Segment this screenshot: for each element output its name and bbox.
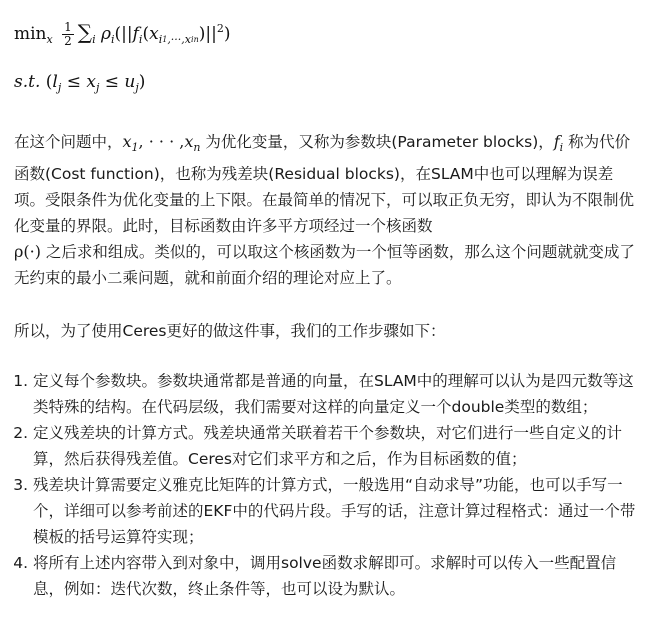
ellipsis: , · · · ,: [138, 132, 185, 151]
square-exponent: 2: [216, 22, 224, 35]
x-symbol: x: [122, 132, 132, 151]
x-subscript: i: [158, 33, 163, 46]
paragraph-text: 之后求和组成。类似的，可以取这个核函数为一个恒等函数，那么这个问题就就变成了无约束的最小二乘问题，就和前面介绍的理论对应上了。: [14, 243, 635, 287]
steps-list: [14, 368, 640, 602]
list-item: 3. 残差块计算需要定义雅克比矩阵的计算方式，一般选用“自动求导”功能，也可以手写一个，详细可以参考前述的EKF中的代码片段。手写的话，注意计算过程格式：通过一个带模板的括号运算符实现；: [33, 472, 640, 550]
x-symbol: x: [149, 24, 159, 44]
x-symbol: x: [184, 33, 192, 46]
le-symbol: ≤: [104, 72, 120, 92]
list-item: 4. 将所有上述内容带入到对象中，调用solve函数求解即可。求解时可以传入一些配置信息，例如：迭代次数，终止条件等，也可以设为默认。: [33, 550, 640, 602]
paragraph-text: 为优化变量，又称为参数块(Parameter blocks)，: [200, 133, 554, 151]
steps-intro: 所以，为了使用Ceres更好的做这件事，我们的工作步骤如下：: [14, 322, 446, 340]
sum-subscript: i: [92, 33, 96, 46]
x-subscript: i: [191, 35, 194, 44]
norm-close: ||: [205, 24, 217, 44]
explanation-paragraph: [14, 129, 640, 291]
f-subscript: i: [559, 141, 564, 154]
x-subscript: 1: [131, 141, 139, 154]
half-fraction: [62, 21, 74, 48]
le-symbol: ≤: [66, 72, 81, 92]
paren-close: ): [138, 72, 146, 92]
lower-bound-subscript: j: [57, 81, 62, 94]
x-symbol: x: [86, 72, 96, 92]
objective-formula: [14, 12, 640, 46]
paragraph-text: 在这个问题中，: [14, 133, 123, 151]
formula-close: ): [223, 24, 231, 44]
min-operator: min: [14, 24, 47, 44]
fraction-numerator: 1: [64, 20, 72, 34]
fraction-denominator: 2: [64, 34, 72, 48]
rho-subscript: i: [111, 33, 115, 46]
constraint-formula: [14, 65, 640, 99]
x-subscript: j: [95, 81, 100, 94]
list-item: 1. 定义每个参数块。参数块通常都是普通的向量，在SLAM中的理解可以认为是四元数等这类特殊的结构。在代码层级，我们需要对这样的向量定义一个double类型的数组；: [33, 368, 640, 420]
inline-cost-function: [553, 132, 564, 154]
paragraph-text: 称为代价函数(Cost function)，也称为残差块(Residual blocks)，在SLAM中也可以理解为误差项。受限条件为优化变量的上下限。在最简单的情况下，可以取正负无穷，即认为不限制优化变量的界限。此时，目标函数由许多平方项经过一个核函数: [14, 133, 635, 235]
sum-symbol: ∑: [77, 20, 93, 44]
x-subsubscript: n: [193, 35, 199, 44]
inline-variables: [122, 132, 201, 154]
upper-bound-subscript: j: [135, 81, 139, 94]
upper-bound: u: [124, 72, 136, 92]
inline-kernel-function: ρ(·): [14, 242, 41, 261]
norm-open: (||: [114, 24, 133, 44]
x-subscript: n: [193, 141, 201, 154]
f-symbol: f: [553, 132, 560, 151]
list-item: 2. 定义残差块的计算方式。残差块通常关联着若干个参数块，对它们进行一些自定义的计算，然后获得残差值。Ceres对它们求平方和之后，作为目标函数的值；: [33, 420, 640, 472]
paren-open: (: [45, 72, 53, 92]
args-close: ): [198, 24, 206, 44]
lower-bound: l: [52, 72, 58, 92]
min-subscript: x: [46, 33, 53, 46]
rho-symbol: ρ: [101, 24, 111, 44]
args-open: (: [142, 24, 150, 44]
x-ellipsis: ,···,: [167, 33, 185, 46]
such-that: s.t.: [14, 72, 41, 92]
f-subscript: i: [138, 33, 143, 46]
x-subsubscript: 1: [162, 35, 168, 44]
x-symbol: x: [184, 132, 194, 151]
f-symbol: f: [132, 24, 139, 44]
